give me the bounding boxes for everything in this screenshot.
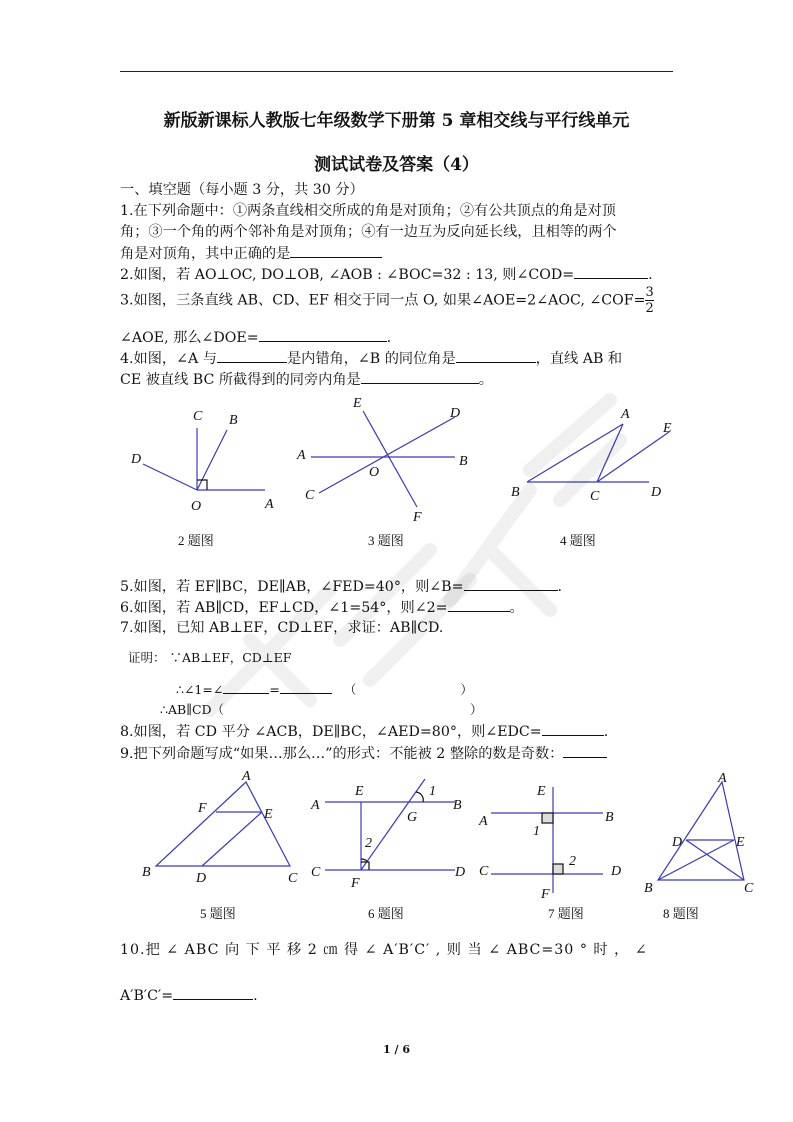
q3-text-b: ∠AOE, 那么∠DOE= — [120, 330, 259, 346]
f8-label-E: E — [736, 835, 745, 850]
f3-label-C: C — [305, 488, 315, 503]
q4-line1 — [120, 348, 673, 369]
q9-answer-blank[interactable] — [563, 743, 607, 758]
proof-line1: 证明： ∵AB⊥EF，CD⊥EF — [128, 650, 292, 665]
section-heading: 一、填空题（每小题 3 分，共 30 分） — [120, 182, 364, 198]
f6-label-2: 2 — [365, 836, 372, 851]
q4-text-c: ，直线 AB 和 — [535, 351, 623, 367]
caption-7: 7 题图 — [548, 906, 584, 921]
f7-label-2: 2 — [569, 854, 576, 869]
f3-label-O: O — [369, 465, 380, 480]
q3-end: . — [386, 330, 392, 346]
f5-label-E: E — [264, 807, 273, 822]
f7-label-A: A — [479, 814, 488, 829]
caption-5: 5 题图 — [200, 906, 236, 921]
q4-text-d: CE 被直线 BC 所截得到的同旁内角是 — [120, 372, 361, 388]
caption-4: 4 题图 — [560, 533, 596, 548]
q2-text: 2.如图，若 AO⊥OC, DO⊥OB, ∠AOB : ∠BOC=32 : 13, 则∠COD= — [120, 267, 575, 283]
q4-end: 。 — [478, 372, 493, 388]
f6-label-D: D — [455, 865, 466, 880]
q6-answer-blank[interactable] — [448, 597, 510, 612]
q1-answer-blank[interactable] — [290, 243, 382, 258]
caption-2: 2 题图 — [178, 533, 214, 548]
f7-label-F: F — [541, 887, 550, 898]
doc-title-line2: 测试试卷及答案（4） — [314, 155, 479, 175]
q10-answer-blank[interactable] — [173, 985, 253, 1000]
f2-label-O: O — [191, 499, 202, 514]
f3-label-B: B — [459, 454, 468, 469]
q2-end: . — [648, 267, 653, 283]
f5-label-B: B — [142, 865, 151, 880]
proof-blank1[interactable] — [223, 679, 269, 694]
q3-frac-den: 2 — [645, 301, 654, 316]
q8-text: 8.如图，若 CD 平分 ∠ACB，DE∥BC，∠AED=80°，则∠EDC= — [120, 724, 542, 740]
q4-text-a: 4.如图，∠A 与 — [120, 351, 217, 367]
q3-fraction — [645, 285, 653, 316]
top-rule — [120, 71, 673, 72]
figure-6 — [305, 773, 475, 893]
proof-angle-prefix: ∴∠1=∠ — [176, 682, 224, 697]
q3-line2 — [120, 327, 673, 348]
figure-5 — [138, 768, 308, 888]
f3-label-E: E — [353, 396, 362, 411]
f6-label-A: A — [311, 798, 320, 813]
caption-3: 3 题图 — [368, 533, 404, 548]
q8 — [120, 721, 673, 742]
figure-2 — [125, 400, 285, 520]
proof-reason2-close: ） — [470, 702, 483, 717]
page-number: 1 / 6 — [383, 1043, 410, 1056]
q5-text: 5.如图，若 EF∥BC，DE∥AB，∠FED=40°，则∠B= — [120, 579, 464, 595]
q4-blank3[interactable] — [361, 369, 479, 384]
q10-text: A′B′C′= — [120, 988, 174, 1004]
q10-end: . — [253, 988, 258, 1004]
f7-label-C: C — [479, 864, 489, 879]
figure-4 — [505, 400, 685, 510]
f8-label-A: A — [718, 771, 727, 786]
f2-label-A: A — [265, 497, 274, 512]
q6-end: 。 — [509, 600, 524, 616]
q4-blank2[interactable] — [456, 348, 536, 363]
q5-end: . — [557, 579, 563, 595]
q1-line2: 角；③一个角的两个邻补角是对顶角；④有一边互为反向延长线，且相等的两个 — [120, 224, 617, 240]
q3-text-a: 3.如图，三条直线 AB、CD、EF 相交于同一点 O, 如果∠AOE=2∠AOC, ∠COF= — [120, 292, 646, 309]
q3-answer-blank[interactable] — [259, 327, 387, 342]
f5-label-D: D — [196, 871, 207, 886]
q8-end: . — [603, 724, 609, 740]
q4-blank1[interactable] — [217, 348, 287, 363]
f6-label-B: B — [453, 798, 462, 813]
f7-label-D: D — [611, 864, 622, 879]
caption-8: 8 题图 — [663, 906, 699, 921]
f8-label-D: D — [672, 835, 683, 850]
q3-line1 — [120, 285, 673, 325]
proof-line3 — [160, 700, 713, 720]
q10-line2 — [120, 985, 673, 1006]
f6-label-C: C — [311, 865, 321, 880]
q5-answer-blank[interactable] — [464, 576, 558, 591]
doc-title-line1: 新版新课标人教版七年级数学下册第 5 章相交线与平行线单元 — [163, 111, 630, 131]
q1-line1: 1.在下列命题中：①两条直线相交所成的角是对顶角；②有公共顶点的角是对顶 — [120, 203, 616, 219]
f6-label-F: F — [351, 876, 360, 891]
f5-label-C: C — [288, 871, 298, 886]
q3-frac-num: 3 — [645, 285, 654, 300]
q4-line2 — [120, 369, 673, 390]
f6-label-E: E — [355, 784, 364, 799]
figure-8 — [640, 768, 765, 898]
caption-6: 6 题图 — [368, 906, 404, 921]
proof-blank2[interactable] — [280, 679, 332, 694]
q10-line1: 10.把 ∠ ABC 向 下 平 移 2 ㎝ 得 ∠ A′B′C′ , 则 当 ∠ ABC=30 ° 时 ， ∠ — [120, 942, 648, 958]
f8-label-C: C — [744, 881, 754, 896]
f7-label-E: E — [537, 784, 546, 799]
q4-text-b: 是内错角，∠B 的同位角是 — [286, 351, 456, 367]
f3-label-F: F — [413, 510, 422, 525]
q1-line3 — [120, 243, 673, 264]
f3-label-D: D — [450, 406, 461, 421]
f8-label-B: B — [644, 881, 653, 896]
f2-label-B: B — [229, 413, 238, 428]
f2-label-D: D — [131, 452, 142, 467]
q6 — [120, 597, 673, 618]
f4-label-D: D — [651, 485, 662, 500]
f4-label-B: B — [511, 485, 520, 500]
f5-label-A: A — [242, 769, 251, 784]
f6-label-G: G — [407, 810, 418, 825]
q7: 7.如图，已知 AB⊥EF，CD⊥EF，求证：AB∥CD. — [120, 620, 444, 636]
f5-label-F: F — [198, 801, 207, 816]
q6-text: 6.如图，若 AB∥CD，EF⊥CD，∠1=54°，则∠2= — [120, 600, 448, 616]
f4-label-A: A — [621, 407, 630, 422]
f4-label-C: C — [590, 489, 600, 504]
proof-line2 — [176, 679, 729, 700]
proof-reason-open: （ — [343, 682, 357, 697]
proof-reason-close: ） — [460, 682, 473, 697]
q8-answer-blank[interactable] — [542, 721, 604, 736]
proof-conclusion: ∴AB∥CD（ — [160, 702, 225, 717]
f7-label-1: 1 — [533, 824, 540, 839]
q1-line3-text: 角是对顶角，其中正确的是 — [120, 246, 291, 262]
q9 — [120, 743, 673, 764]
proof-equals: = — [269, 682, 280, 697]
f6-label-1: 1 — [429, 784, 436, 799]
q2-answer-blank[interactable] — [574, 264, 648, 279]
figure-3 — [295, 395, 485, 525]
q2 — [120, 264, 673, 285]
f2-label-C: C — [193, 409, 203, 424]
f4-label-E: E — [663, 421, 672, 436]
figure-7 — [475, 773, 635, 898]
q5 — [120, 576, 673, 597]
f7-label-B: B — [605, 810, 614, 825]
f3-label-A: A — [297, 448, 306, 463]
q9-text: 9.把下列命题写成“如果…那么…”的形式：不能被 2 整除的数是奇数： — [120, 746, 564, 762]
